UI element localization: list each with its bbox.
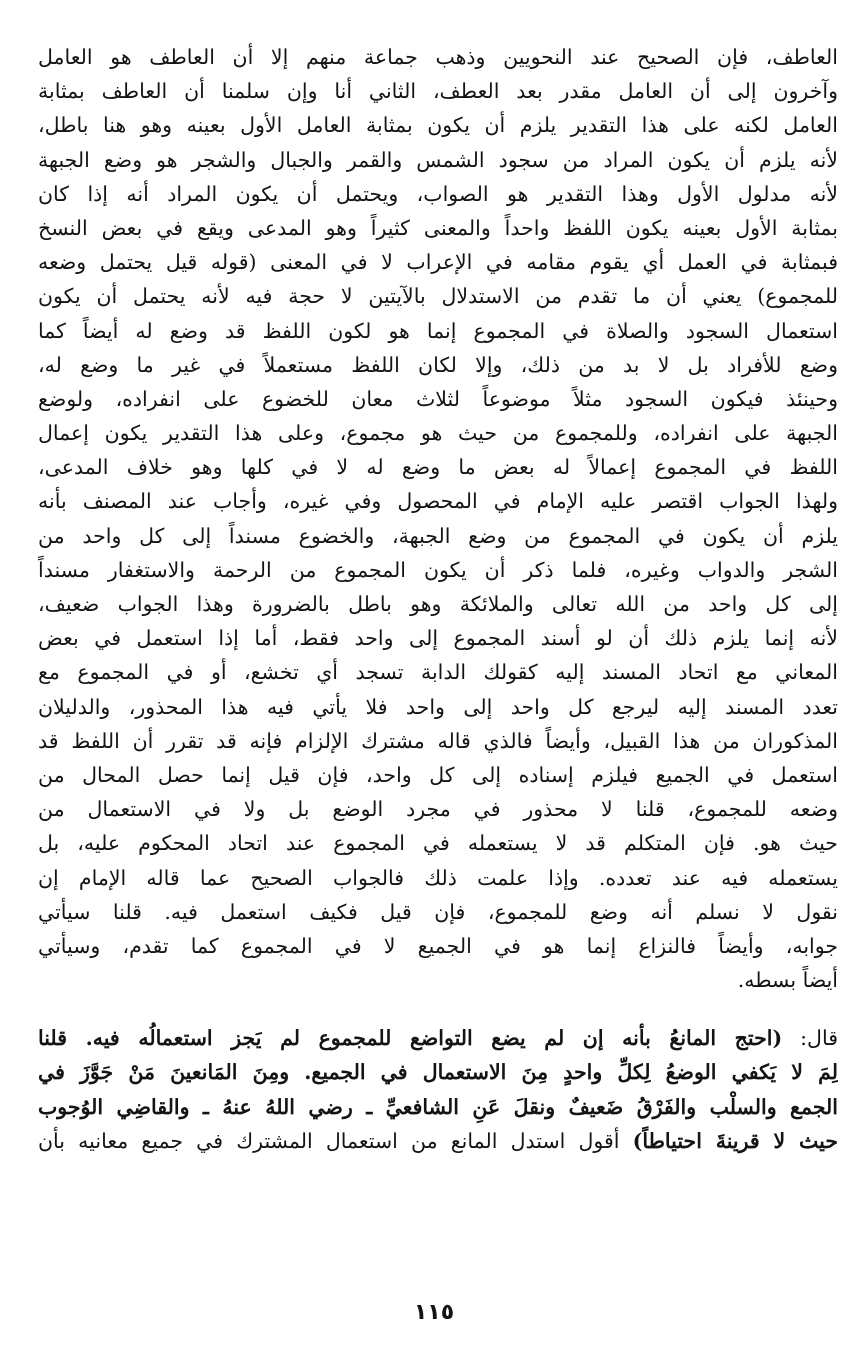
quote-text: (احتج المانعُ بأنه إن لم يضع التواضع للمجموع لم يَجز استعمالُه فيه. قلنا: [38, 1026, 783, 1051]
text-line: جوابه، وأيضاً فالنزاع إنما هو في الجميع لا في المجموع كما تقدم، وسيأتي: [38, 933, 838, 958]
text-line: يستعمله فيه عند تعدده. وإذا علمت ذلك فالجواب الصحيح عما قاله الإمام إن: [38, 865, 838, 890]
text-line: للمجموع) يعني أن ما تقدم من الاستدلال بالآيتين لا حجة فيه لأنه يحتمل أن يكون: [38, 284, 838, 309]
quote-text: لِمَ لا يَكفي الوضعُ لِكلِّ واحدٍ مِنَ الاستعمال في الجميع. ومِنَ المَانعينَ مَنْ جَوَّزَ في: [38, 1060, 838, 1085]
text-line: استعمال السجود والصلاة في المجموع إنما هو لكون اللفظ قد وضع له أيضاً كما: [38, 318, 838, 343]
text-line: العامل لكنه على هذا التقدير يلزم أن يكون بمثابة العامل الأول بعينه وهو هنا باطل،: [38, 113, 838, 138]
text-line: إلى كل واحد من الله تعالى والملائكة وهو باطل بالضرورة وهذا الجواب ضعيف،: [38, 592, 838, 616]
text-line: وحينئذ فيكون السجود مثلاً موضوعاً لثلاث معان للخضوع على انفراده، ولوضع: [38, 386, 838, 411]
page-number: ١١٥: [413, 1300, 455, 1325]
text-line: لأنه يلزم أن يكون المراد من سجود الشمس والقمر والجبال والشجر هو وضع الجبهة: [38, 147, 838, 172]
quote-text: حيث لا قرينةَ احتياطاً): [632, 1128, 838, 1153]
quote-line: [38, 1090, 838, 1124]
quote-lead: قال:: [782, 1026, 838, 1051]
commentary-start: أقول استدل المانع من استعمال المشترك في جميع معانيه بأن: [38, 1128, 633, 1153]
text-line: لأنه مدلول الأول وهذا التقدير هو الصواب، ويحتمل أن يكون المراد أنه إذا كان: [38, 181, 838, 206]
text-line: نقول لا نسلم أنه وضع للمجموع، فإن قيل فكيف استعمل فيه. قلنا سيأتي: [38, 899, 838, 924]
text-line: يلزم أن يكون في المجموع من وضع الجبهة، والخضوع مسنداً إلى كل واحد من: [38, 523, 838, 548]
quoted-matn: [38, 1021, 838, 1158]
text-line: العاطف، فإن الصحيح عند النحويين وذهب جماعة منهم إلا أن العاطف هو العامل: [38, 45, 838, 69]
text-line: أيضاً بسطه.: [737, 968, 838, 993]
quote-line: [38, 1124, 838, 1158]
text-line: اللفظ في المجموع إعمالاً له بعض ما وضع له لا في كلها وهو خلاف المدعى،: [38, 455, 838, 480]
quote-text: الجمع والسلْب والفَرْقُ ضَعيفٌ ونقلَ عَنِ الشافعيِّ ـ رضي اللهُ عنهُ ـ والقاضِي الوُجوب: [38, 1094, 838, 1119]
paragraph-gap: [38, 997, 838, 1021]
text-line: وآخرون إلى أن العامل مقدر بعد العطف، الثاني أنا وإن سلمنا أن العاطف بمثابة: [38, 79, 838, 104]
text-line: بمثابة الأول بعينه يكون اللفظ واحداً والمعنى كثيراً وهو المدعى ويقع في بعض النسخ: [38, 215, 838, 240]
quote-line: [38, 1055, 838, 1089]
text-line: فبمثابة في العمل أي يقوم مقامه في الإعراب لا في المعنى (قوله قيل يحتمل وضعه: [38, 250, 838, 275]
text-line: المذكوران من هذا القبيل، وأيضاً فالذي قاله مشترك الإلزام فإنه قد تقرر أن اللفظ قد: [38, 728, 838, 753]
text-line: الشجر والدواب وغيره، فلما ذكر أن يكون المجموع من الرحمة والاستغفار مسنداً: [38, 557, 838, 582]
text-line: ولهذا الجواب اقتصر عليه الإمام في المحصول وفي غيره، وأجاب عند المصنف بأنه: [38, 489, 838, 514]
text-line: تعدد المسند إليه ليرجع كل واحد إلى واحد فلا يأتي فيه هذا المحذور، والدليلان: [38, 694, 838, 719]
text-line: الجبهة على انفراده، وللمجموع من حيث هو مجموع، وعلى هذا التقدير يكون إعمال: [38, 421, 838, 446]
text-line: حيث هو. فإن المتكلم قد لا يستعمله في المجموع عند اتحاد المحكوم عليه، بل: [38, 831, 838, 856]
text-line: المعاني مع اتحاد المسند إليه كقولك الدابة تسجد أي تخشع، أو في المجموع مع: [38, 660, 838, 685]
text-line: وضع للأفراد بل لا بد من ذلك، وإلا لكان اللفظ مستعملاً في غير ما وضع له،: [38, 352, 838, 377]
page-body: [38, 40, 838, 1340]
text-line: استعمل في الجميع فيلزم إسناده إلى كل واحد، فإن قيل إنما حصل المحال من: [38, 762, 838, 787]
commentary-text: [38, 40, 838, 997]
text-line: لأنه إنما يلزم ذلك أن لو أسند المجموع إلى واحد فقط، أما إذا استعمل في بعض: [38, 626, 838, 651]
text-line: وضعه للمجموع، قلنا لا محذور في مجرد الوضع بل ولا في الاستعمال من: [38, 797, 838, 822]
quote-line: [38, 1021, 838, 1055]
